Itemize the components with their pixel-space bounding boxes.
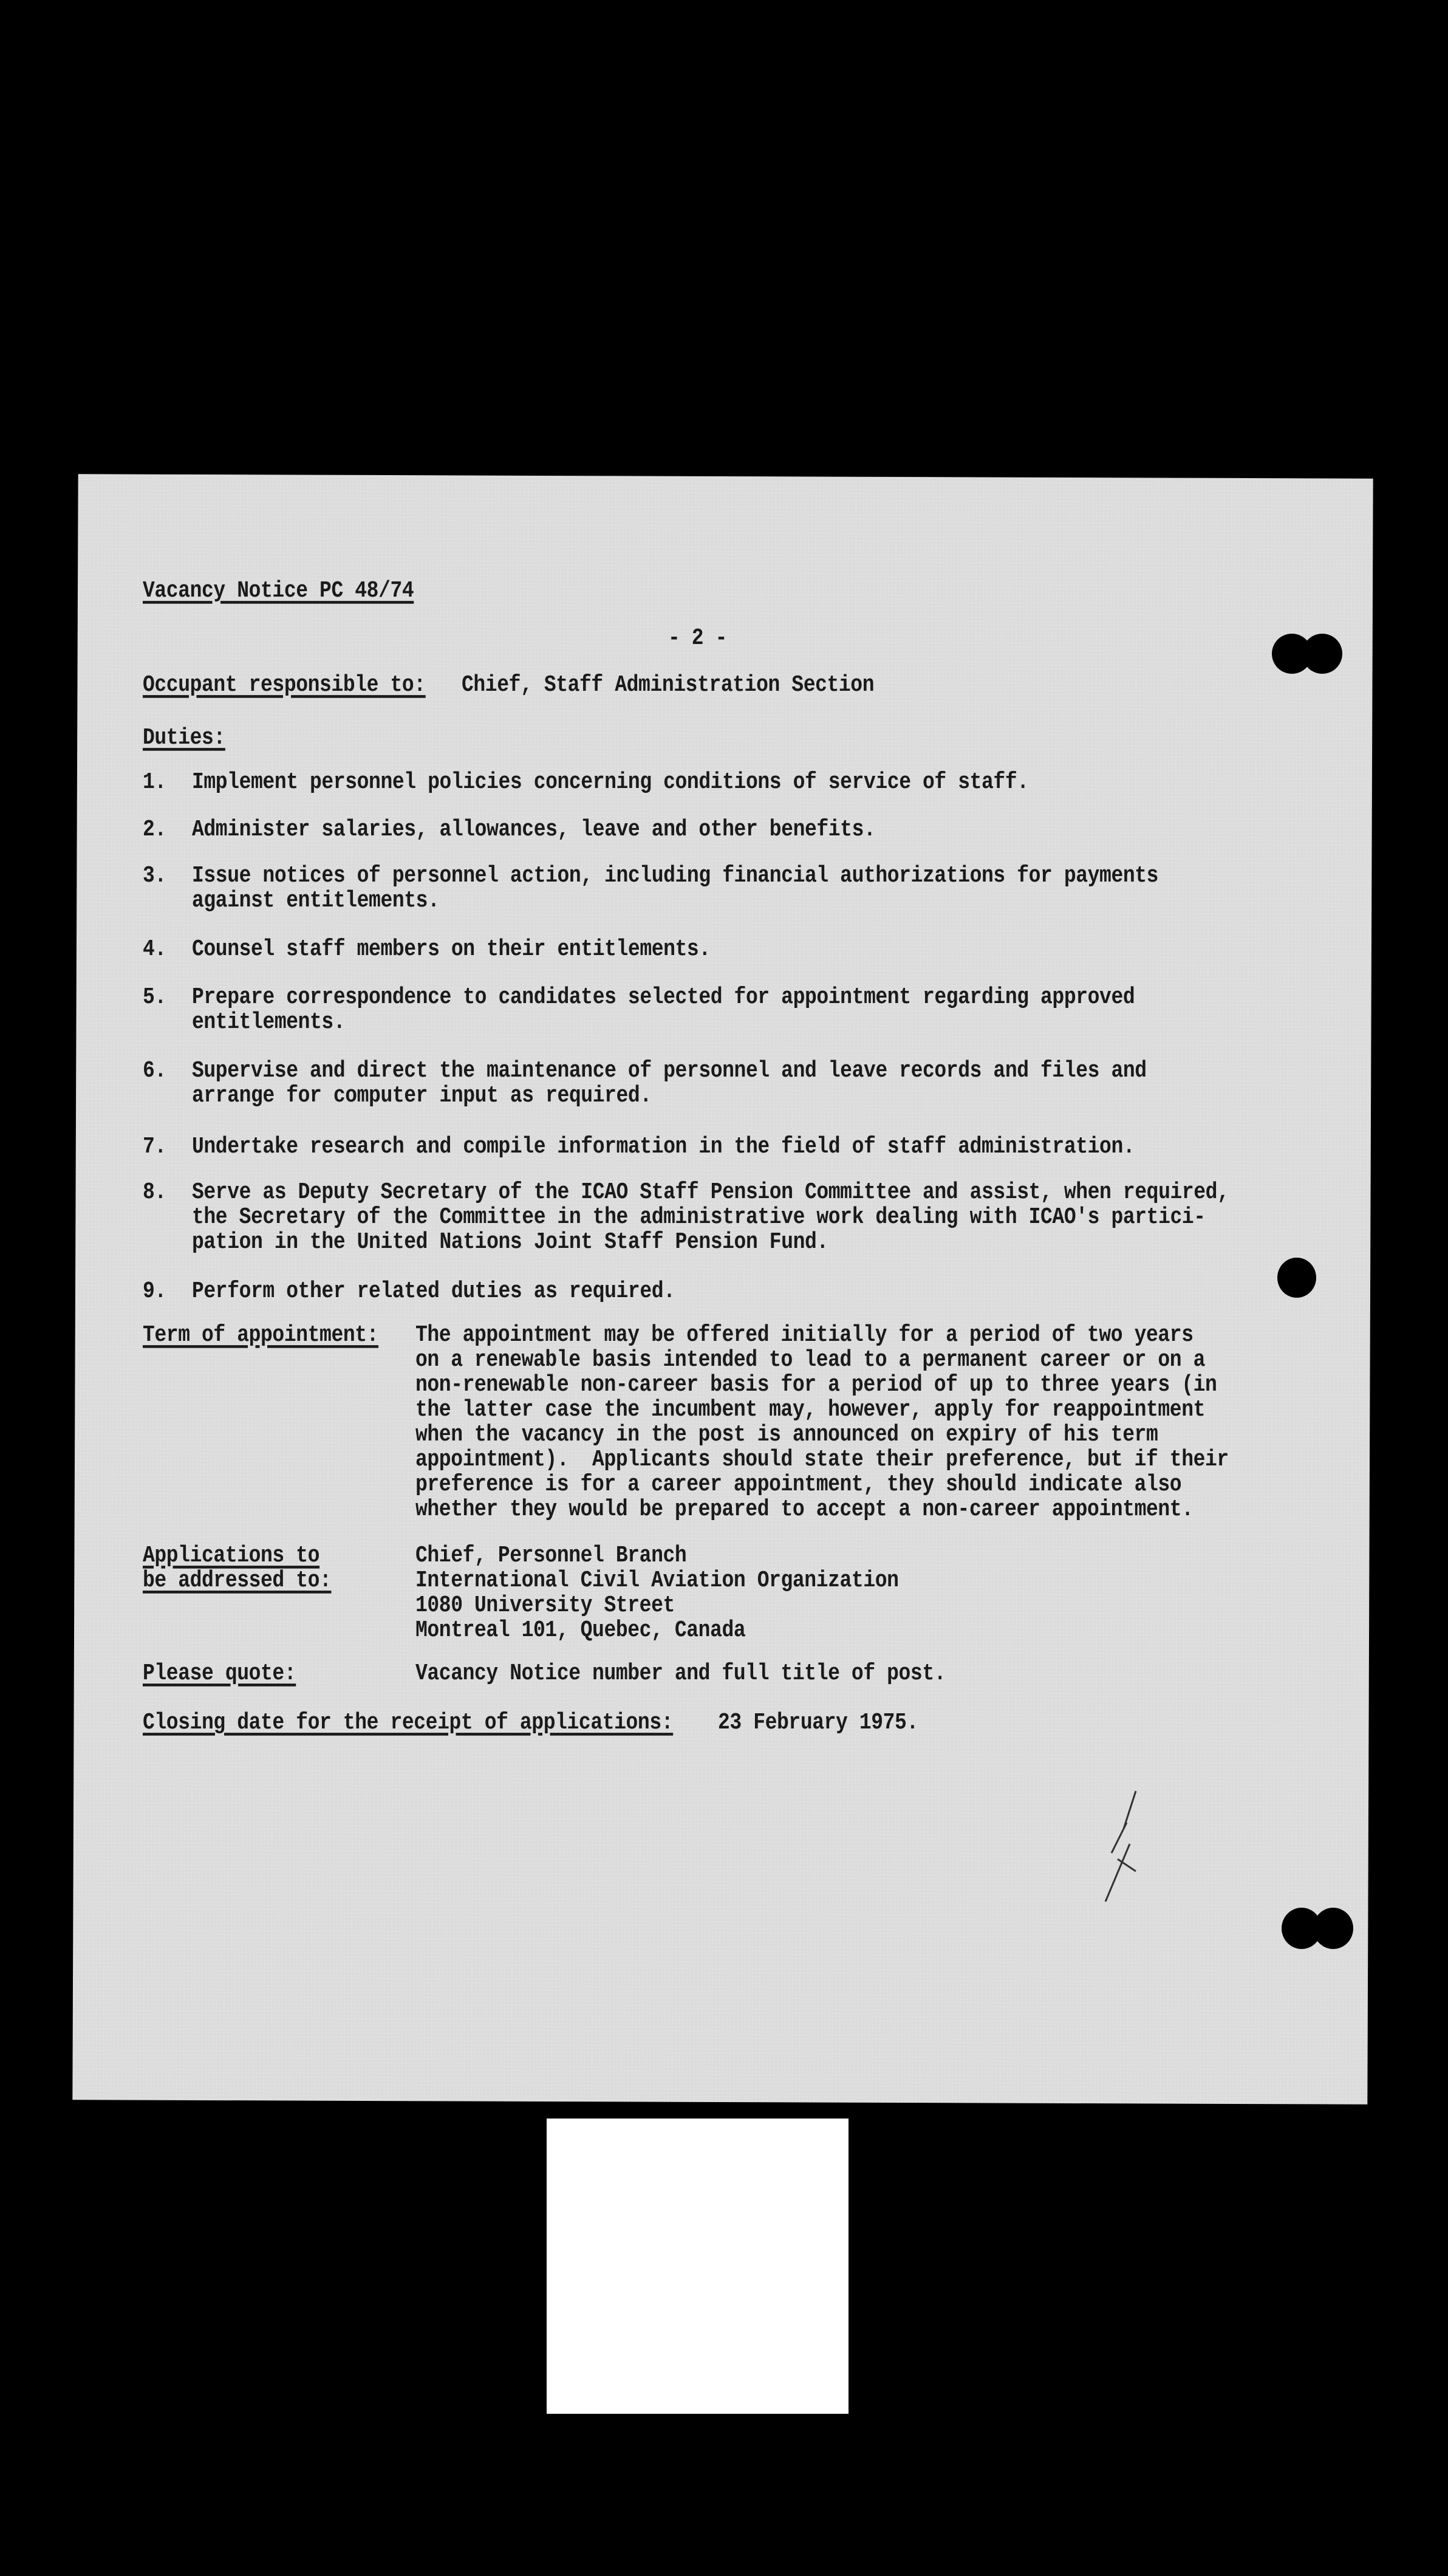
- duty-text: Undertake research and compile information in the field of staff administration.: [192, 1134, 1135, 1160]
- duty-number: 3.: [143, 863, 166, 889]
- address-line: Chief, Personnel Branch: [415, 1543, 687, 1569]
- duty-text: Issue notices of personnel action, including financial authorizations for payments: [192, 863, 1159, 889]
- duty-text: Administer salaries, allowances, leave and other benefits.: [192, 817, 876, 843]
- duty-number: 4.: [143, 936, 166, 962]
- duty-text: against entitlements.: [192, 888, 440, 914]
- duty-number: 6.: [143, 1058, 166, 1084]
- punch-hole: [1277, 1258, 1316, 1298]
- term-line: appointment). Applicants should state their preference, but if their: [415, 1447, 1229, 1473]
- duty-text: pation in the United Nations Joint Staff Pension Fund.: [192, 1229, 828, 1255]
- duty-text: Serve as Deputy Secretary of the ICAO Staff Pension Committee and assist, when required,: [192, 1179, 1229, 1205]
- occupant-label: Occupant responsible to:: [143, 672, 426, 698]
- quote-label: Please quote:: [143, 1660, 296, 1687]
- duty-number: 2.: [143, 817, 166, 843]
- duty-number: 5.: [143, 984, 166, 1010]
- blank-card: [547, 2119, 849, 2414]
- closing-label: Closing date for the receipt of applications:: [143, 1710, 674, 1736]
- duty-text: Prepare correspondence to candidates selected for appointment regarding approved: [192, 984, 1135, 1010]
- punch-hole: [1302, 634, 1342, 674]
- duty-text: Perform other related duties as required.: [192, 1278, 675, 1304]
- duty-number: 7.: [143, 1134, 166, 1160]
- term-line: the latter case the incumbent may, however, apply for reappointment: [415, 1397, 1206, 1423]
- page-number: - 2 -: [668, 625, 728, 651]
- closing-date: 23 February 1975.: [718, 1710, 918, 1736]
- address-line: Montreal 101, Quebec, Canada: [415, 1617, 746, 1643]
- applications-label-1: Applications to: [143, 1543, 320, 1569]
- duty-text: arrange for computer input as required.: [192, 1083, 652, 1109]
- occupant-value: Chief, Staff Administration Section: [462, 672, 875, 698]
- term-label: Term of appointment:: [143, 1322, 379, 1348]
- initials-mark: [1099, 1786, 1142, 1902]
- duty-number: 9.: [143, 1278, 166, 1304]
- term-line: whether they would be prepared to accept a non-career appointment.: [415, 1496, 1194, 1523]
- punch-hole: [1313, 1908, 1353, 1949]
- duty-text: Supervise and direct the maintenance of personnel and leave records and files and: [192, 1058, 1147, 1084]
- duty-text: Counsel staff members on their entitlements.: [192, 936, 711, 962]
- term-line: non-renewable non-career basis for a period of up to three years (in: [415, 1372, 1217, 1398]
- duty-text: entitlements.: [192, 1009, 346, 1035]
- duty-text: Implement personnel policies concerning conditions of service of staff.: [192, 769, 1029, 795]
- address-line: 1080 University Street: [415, 1592, 675, 1619]
- duty-text: the Secretary of the Committee in the administrative work dealing with ICAO's partici-: [192, 1204, 1206, 1230]
- term-line: when the vacancy in the post is announced on expiry of his term: [415, 1422, 1158, 1448]
- quote-value: Vacancy Notice number and full title of post.: [415, 1660, 946, 1687]
- duties-label: Duties:: [143, 725, 225, 751]
- address-line: International Civil Aviation Organization: [415, 1567, 899, 1594]
- duty-number: 8.: [143, 1179, 166, 1205]
- term-line: preference is for a career appointment, they should indicate also: [415, 1471, 1182, 1498]
- applications-label-2: be addressed to:: [143, 1567, 332, 1594]
- notice-number: Vacancy Notice PC 48/74: [143, 578, 414, 604]
- term-line: on a renewable basis intended to lead to a permanent career or on a: [415, 1347, 1206, 1373]
- term-line: The appointment may be offered initially for a period of two years: [415, 1322, 1194, 1348]
- duty-number: 1.: [143, 769, 166, 795]
